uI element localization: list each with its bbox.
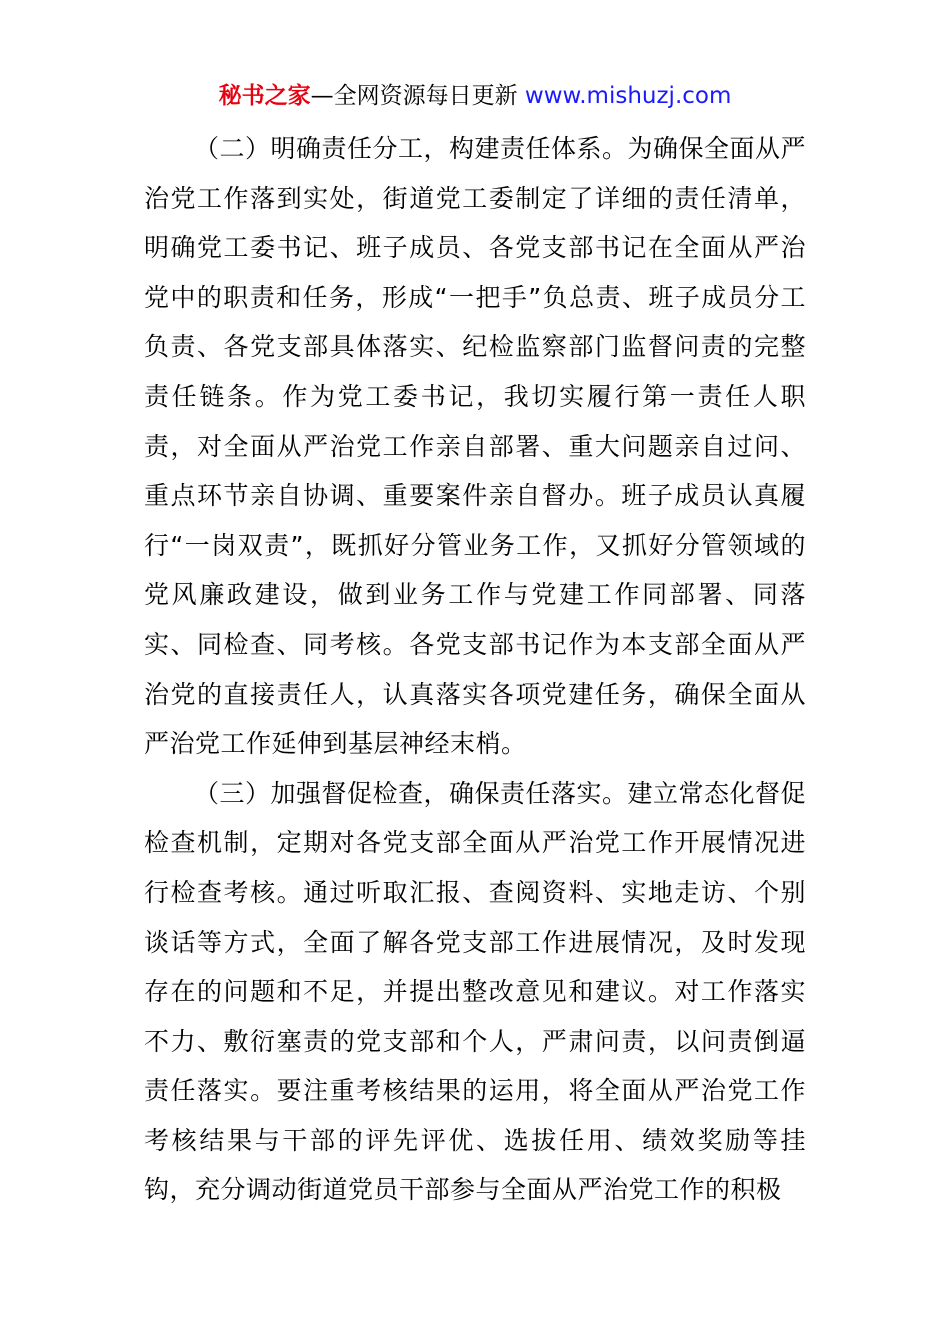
document-body	[144, 124, 806, 1215]
page-header	[0, 80, 950, 112]
brand-name: 秘书之家	[218, 83, 311, 109]
paragraph-section-2: （二）明确责任分工，构建责任体系。为确保全面从严治党工作落到实处，街道党工委制定了详细的责任清单，明确党工委书记、班子成员、各党支部书记在全面从严治党中的职责和任务，形成“一把手”负总责、班子成员分工负责、各党支部具体落实、纪检监察部门监督问责的完整责任链条。作为党工委书记，我切实履行第一责任人职责，对全面从严治党工作亲自部署、重大问题亲自过问、重点环节亲自协调、重要案件亲自督办。班子成员认真履行“一岗双责”，既抓好分管业务工作，又抓好分管领域的党风廉政建设，做到业务工作与党建工作同部署、同落实、同检查、同考核。各党支部书记作为本支部全面从严治党的直接责任人，认真落实各项党建任务，确保全面从严治党工作延伸到基层神经末梢。	[144, 134, 807, 759]
header-tagline: —全网资源每日更新	[310, 83, 518, 109]
site-url-link[interactable]: www.mishuzj.com	[524, 83, 732, 109]
paragraph-section-3: （三）加强督促检查，确保责任落实。建立常态化督促检查机制，定期对各党支部全面从严治党工作开展情况进行检查考核。通过听取汇报、查阅资料、实地走访、个别谈话等方式，全面了解各党支部工作进展情况，及时发现存在的问题和不足，并提出整改意见和建议。对工作落实不力、敷衍塞责的党支部和个人，严肃问责，以问责倒逼责任落实。要注重考核结果的运用，将全面从严治党工作考核结果与干部的评先评优、选拔任用、绩效奖励等挂钩，充分调动街道党员干部参与全面从严治党工作的积极	[144, 778, 807, 1205]
